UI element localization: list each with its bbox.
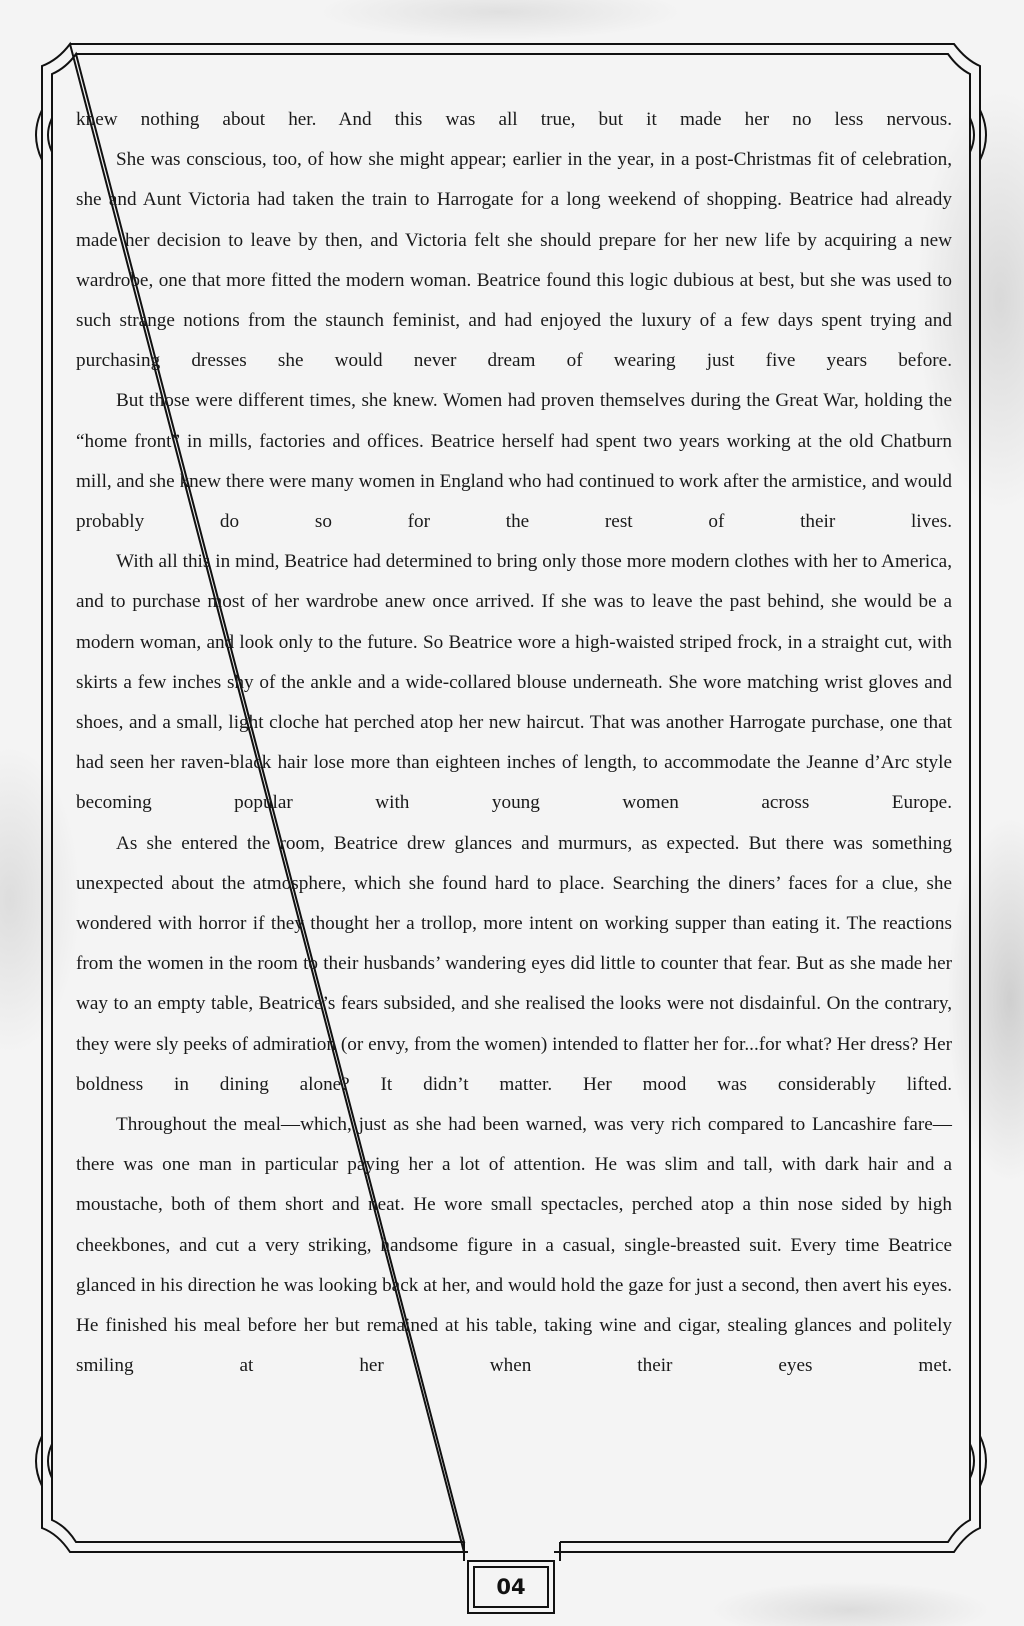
paragraph: But those were different times, she knew. Women had proven themselves during the Great War, holding the “home front” in mills, factories and offices. Beatrice herself had spent two years working at the old Chatburn mill, and she knew there were many women in England who had continued to work after the armistice, and would probably do so for the rest of their lives. — [76, 390, 952, 533]
paragraph: Throughout the meal—which, just as she had been warned, was very rich compared to Lancashire fare—there was one man in particular paying her a lot of attention. He was slim and tall, with dark hair and a moustache, both of them short and neat. He wore small spectacles, perched atop a thin nose sided by high cheekbones, and cut a very striking, handsome figure in a casual, single-breasted suit. Every time Beatrice glanced in his direction he was looking back at her, and would hold the gaze for just a second, then avert his eyes. He finished his meal before her but remained at his table, taking wine and cigar, stealing glances and politely smiling at her when their eyes met. — [76, 1114, 952, 1377]
page-number: 04 — [496, 1575, 526, 1599]
page-body-text — [76, 100, 952, 1387]
paragraph: With all this in mind, Beatrice had determined to bring only those more modern clothes with her to America, and to purchase most of her wardrobe anew once arrived. If she was to leave the past behind, she would be a modern woman, and look only to the future. So Beatrice wore a high-waisted striped frock, in a straight cut, with skirts a few inches shy of the ankle and a wide-collared blouse underneath. She wore matching wrist gloves and shoes, and a small, light cloche hat perched atop her new haircut. That was another Harrogate purchase, one that had seen her raven-black hair lose more than eighteen inches of length, to accommodate the Jeanne d’Arc style becoming popular with young women across Europe. — [76, 551, 952, 814]
paragraph: As she entered the room, Beatrice drew glances and murmurs, as expected. But there was something unexpected about the atmosphere, which she found hard to place. Searching the diners’ faces for a clue, she wondered with horror if they thought her a trollop, more intent on working supper than eating it. The reactions from the women in the room to their husbands’ wandering eyes did little to counter that fear. But as she made her way to an empty table, Beatrice’s fears subsided, and she realised the looks were not disdainful. On the contrary, they were sly peeks of admiration (or envy, from the women) intended to flatter her for...for what? Her dress? Her boldness in dining alone? It didn’t matter. Her mood was considerably lifted. — [76, 832, 952, 1095]
paragraph: knew nothing about her. And this was all true, but it made her no less nervous. — [76, 109, 952, 130]
paragraph: She was conscious, too, of how she might appear; earlier in the year, in a post-Christmas fit of celebration, she and Aunt Victoria had taken the train to Harrogate for a long weekend of shopping. Beatrice had already made her decision to leave by then, and Victoria felt she should prepare for her new life by acquiring a new wardrobe, one that more fitted the modern woman. Beatrice found this logic dubious at best, but she was used to such strange notions from the staunch feminist, and had enjoyed the luxury of a few days spent trying and purchasing dresses she would never dream of wearing just five years before. — [76, 149, 952, 372]
